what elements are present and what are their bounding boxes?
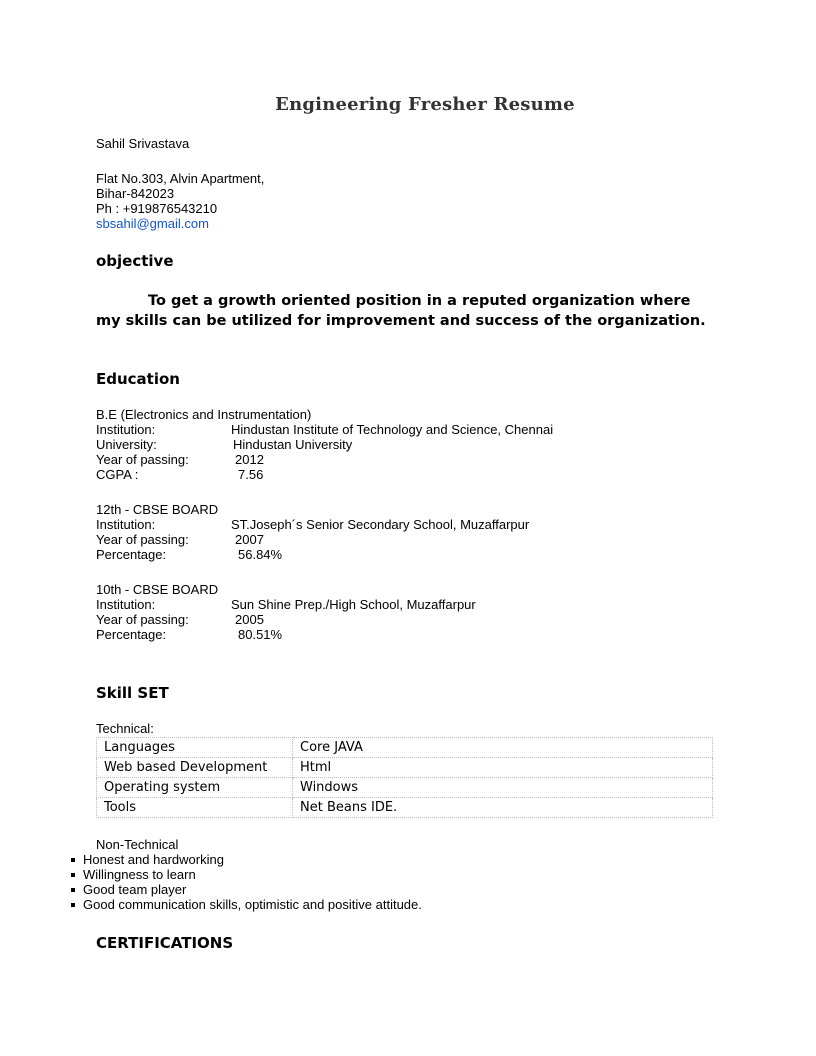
bullet-icon	[71, 873, 75, 877]
field-value: 2005	[235, 612, 264, 627]
skills-heading: Skill SET	[96, 684, 169, 702]
list-item	[71, 867, 422, 882]
certifications-heading: CERTIFICATIONS	[96, 934, 234, 952]
list-item-text: Good communication skills, optimistic and positive attitude.	[83, 897, 422, 912]
email-link[interactable]: sbsahil@gmail.com	[96, 216, 209, 231]
skill-detail: Core JAVA	[293, 738, 713, 758]
skill-area: Languages	[97, 738, 293, 758]
field-label: Percentage:	[96, 547, 167, 562]
field-value: Sun Shine Prep./High School, Muzaffarpur	[231, 597, 476, 612]
list-item-text: Willingness to learn	[83, 867, 196, 882]
field-label: Institution:	[96, 422, 156, 437]
field-value: 2007	[235, 532, 264, 547]
skill-area: Tools	[97, 798, 293, 818]
address-line-1: Flat No.303, Alvin Apartment,	[96, 171, 265, 186]
contact-block	[96, 171, 264, 231]
document-title: Engineering Fresher Resume	[275, 94, 575, 115]
field-label: Institution:	[96, 597, 156, 612]
field-label: University:	[96, 437, 157, 452]
nontechnical-skills-list	[71, 852, 422, 912]
technical-label: Technical:	[96, 721, 154, 736]
skill-area: Web based Development	[97, 758, 293, 778]
education-heading: Education	[96, 370, 180, 388]
technical-skills-table	[96, 737, 713, 818]
list-item-text: Honest and hardworking	[83, 852, 224, 867]
objective-heading: objective	[96, 252, 174, 270]
skill-detail: Html	[293, 758, 713, 778]
phone-number: Ph : +919876543210	[96, 201, 218, 216]
table-row	[97, 778, 713, 798]
field-label: Institution:	[96, 517, 156, 532]
objective-text: To get a growth oriented position in a reputed organization where my skills can be utilized for improvement and success of the organization.	[96, 293, 706, 329]
candidate-name: Sahil Srivastava	[96, 136, 190, 151]
bullet-icon	[71, 888, 75, 892]
skill-area: Operating system	[97, 778, 293, 798]
field-value: 2012	[235, 452, 264, 467]
table-row	[97, 738, 713, 758]
field-label: Percentage:	[96, 627, 167, 642]
address-line-2: Bihar-842023	[96, 186, 175, 201]
field-label: Year of passing:	[96, 532, 189, 547]
field-value: Hindustan University	[233, 437, 353, 452]
list-item	[71, 882, 422, 897]
table-row	[97, 758, 713, 778]
degree-title: B.E (Electronics and Instrumentation)	[96, 407, 312, 422]
field-value: Hindustan Institute of Technology and Science, Chennai	[231, 422, 554, 437]
field-label: Year of passing:	[96, 452, 189, 467]
field-value: 7.56	[238, 467, 264, 482]
skill-detail: Net Beans IDE.	[293, 798, 713, 818]
list-item	[71, 897, 422, 912]
table-row	[97, 798, 713, 818]
nontechnical-label: Non-Technical	[96, 837, 179, 852]
skill-detail: Windows	[293, 778, 713, 798]
field-label: Year of passing:	[96, 612, 189, 627]
field-label: CGPA :	[96, 467, 139, 482]
field-value: 56.84%	[238, 547, 283, 562]
degree-title: 12th - CBSE BOARD	[96, 502, 219, 517]
list-item-text: Good team player	[83, 882, 187, 897]
field-value: ST.Joseph´s Senior Secondary School, Muzaffarpur	[231, 517, 530, 532]
list-item	[71, 852, 422, 867]
field-value: 80.51%	[238, 627, 283, 642]
bullet-icon	[71, 858, 75, 862]
degree-title: 10th - CBSE BOARD	[96, 582, 219, 597]
bullet-icon	[71, 903, 75, 907]
